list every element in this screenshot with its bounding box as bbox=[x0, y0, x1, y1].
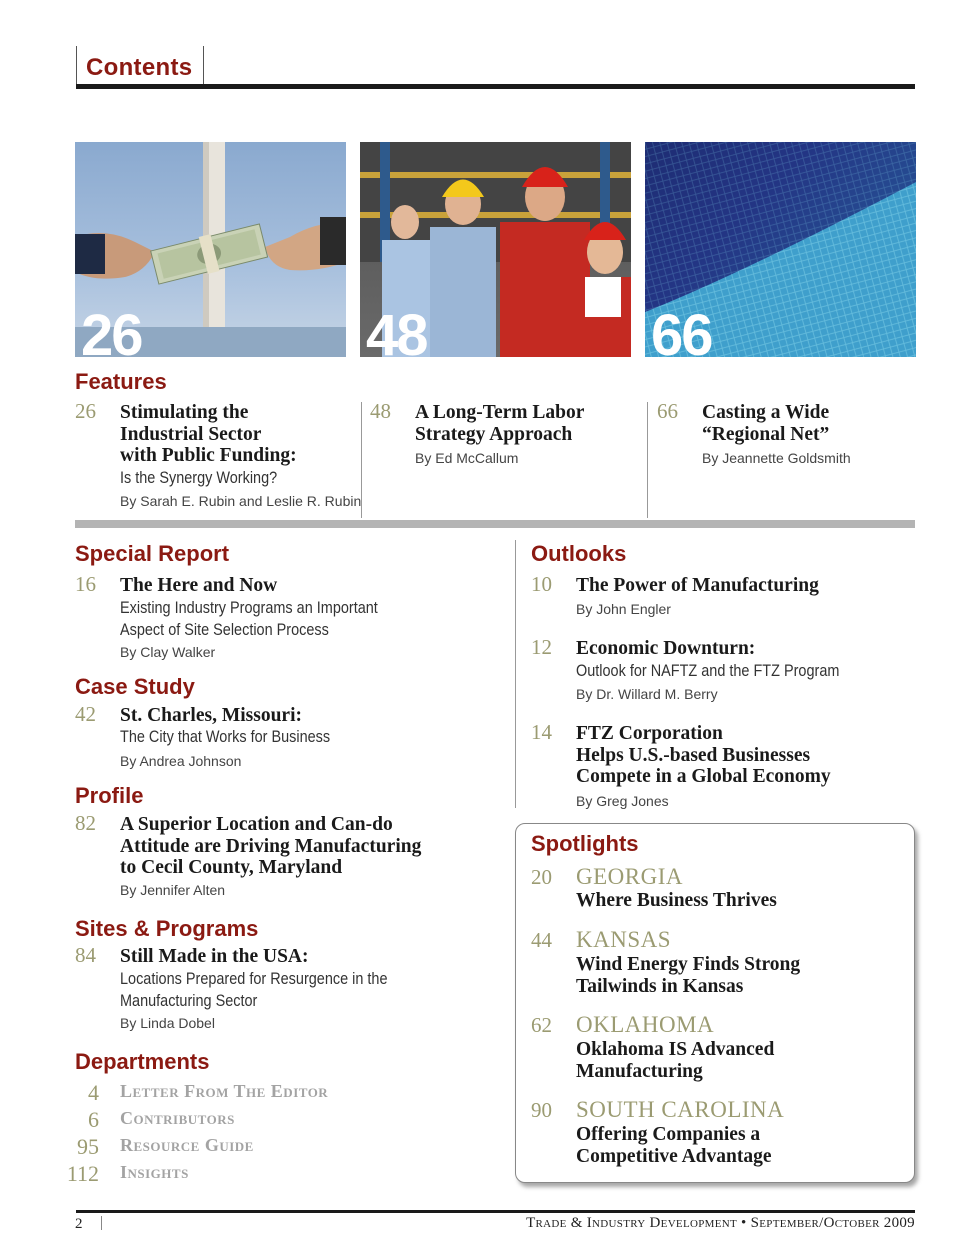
article-byline: By Andrea Johnson bbox=[120, 753, 242, 769]
section-heading-case-study: Case Study bbox=[75, 674, 195, 699]
article-subtitle: Outlook for NAFTZ and the FTZ Program bbox=[576, 661, 840, 680]
spotlight-page-number: 44 bbox=[531, 928, 552, 952]
section-heading-features: Features bbox=[75, 369, 167, 394]
header-divider-left bbox=[76, 46, 77, 88]
article-page-number: 16 bbox=[75, 572, 96, 596]
department-page-number: 6 bbox=[88, 1107, 99, 1132]
article-title[interactable]: St. Charles, Missouri: bbox=[120, 705, 302, 726]
department-item[interactable]: Insights bbox=[120, 1162, 189, 1182]
section-heading-spotlights: Spotlights bbox=[531, 831, 639, 856]
feature-photo-workers[interactable] bbox=[360, 142, 631, 357]
spotlight-state[interactable]: GEORGIA bbox=[576, 864, 683, 889]
article-page-number: 12 bbox=[531, 635, 552, 659]
article-title[interactable]: The Power of Manufacturing bbox=[576, 575, 819, 596]
article-title[interactable]: The Here and Now bbox=[120, 575, 278, 596]
spotlight-title[interactable]: Wind Energy Finds Strong Tailwinds in Kansas bbox=[576, 954, 801, 997]
feature-title[interactable]: Stimulating the Industrial Sector with Public Funding: bbox=[120, 402, 297, 466]
department-item[interactable]: Contributors bbox=[120, 1108, 235, 1128]
feature-photo-fishing-net[interactable] bbox=[645, 142, 916, 357]
feature-byline: By Sarah E. Rubin and Leslie R. Rubin bbox=[120, 493, 362, 509]
department-item[interactable]: Resource Guide bbox=[120, 1135, 254, 1155]
page-title: Contents bbox=[86, 54, 193, 81]
feature-photo-money-handoff[interactable] bbox=[75, 142, 346, 357]
department-page-number: 112 bbox=[66, 1161, 99, 1186]
section-heading-sites-programs: Sites & Programs bbox=[75, 916, 259, 941]
spotlight-page-number: 20 bbox=[531, 865, 552, 889]
column-divider bbox=[515, 540, 516, 808]
spotlight-state[interactable]: SOUTH CAROLINA bbox=[576, 1097, 785, 1122]
article-subtitle: Locations Prepared for Resurgence in the Manufacturing Sector bbox=[120, 969, 388, 1010]
features-section-rule bbox=[75, 520, 915, 528]
feature-byline: By Jeannette Goldsmith bbox=[702, 450, 851, 466]
feature-photo-page-number: 48 bbox=[366, 303, 427, 357]
article-subtitle: The City that Works for Business bbox=[120, 727, 331, 746]
footer-magazine-issue: Trade & Industry Development • September/October 2009 bbox=[526, 1215, 915, 1231]
article-title[interactable]: Still Made in the USA: bbox=[120, 946, 309, 967]
article-title[interactable]: FTZ Corporation Helps U.S.-based Businesses Compete in a Global Economy bbox=[576, 723, 831, 787]
article-title[interactable]: Economic Downturn: bbox=[576, 638, 756, 659]
spotlight-page-number: 62 bbox=[531, 1013, 552, 1037]
article-subtitle: Existing Industry Programs an Important Aspect of Site Selection Process bbox=[120, 598, 378, 639]
spotlight-title[interactable]: Offering Companies a Competitive Advantage bbox=[576, 1124, 772, 1167]
spotlight-state[interactable]: KANSAS bbox=[576, 927, 672, 952]
section-heading-departments: Departments bbox=[75, 1049, 210, 1074]
feature-title[interactable]: A Long-Term Labor Strategy Approach bbox=[415, 402, 585, 445]
article-byline: By Greg Jones bbox=[576, 793, 669, 809]
article-page-number: 82 bbox=[75, 811, 96, 835]
spotlight-title[interactable]: Oklahoma IS Advanced Manufacturing bbox=[576, 1039, 775, 1082]
column-divider bbox=[361, 402, 362, 518]
feature-photo-page-number: 26 bbox=[81, 303, 142, 357]
article-byline: By John Engler bbox=[576, 601, 671, 617]
feature-photo-page-number: 66 bbox=[651, 303, 712, 357]
article-page-number: 10 bbox=[531, 572, 552, 596]
article-byline: By Clay Walker bbox=[120, 644, 216, 660]
article-byline: By Dr. Willard M. Berry bbox=[576, 686, 718, 702]
footer-page-number: 2 bbox=[75, 1216, 83, 1232]
feature-page-number: 66 bbox=[657, 399, 678, 423]
article-page-number: 84 bbox=[75, 943, 96, 967]
column-divider bbox=[647, 402, 648, 518]
feature-subtitle: Is the Synergy Working? bbox=[120, 468, 278, 487]
article-page-number: 42 bbox=[75, 702, 96, 726]
spotlight-state[interactable]: OKLAHOMA bbox=[576, 1012, 715, 1037]
feature-page-number: 26 bbox=[75, 399, 96, 423]
spotlight-page-number: 90 bbox=[531, 1098, 552, 1122]
footer-rule bbox=[76, 1210, 915, 1213]
article-page-number: 14 bbox=[531, 720, 552, 744]
department-item[interactable]: Letter From The Editor bbox=[120, 1081, 329, 1101]
section-heading-profile: Profile bbox=[75, 783, 144, 808]
article-byline: By Jennifer Alten bbox=[120, 882, 226, 898]
section-heading-outlooks: Outlooks bbox=[531, 541, 627, 566]
feature-byline: By Ed McCallum bbox=[415, 450, 519, 466]
spotlight-title[interactable]: Where Business Thrives bbox=[576, 890, 777, 911]
article-title[interactable]: A Superior Location and Can-do Attitude are Driving Manufacturing to Cecil County, Maryland bbox=[120, 814, 422, 878]
feature-page-number: 48 bbox=[370, 399, 391, 423]
article-byline: By Linda Dobel bbox=[120, 1015, 215, 1031]
section-heading-special-report: Special Report bbox=[75, 541, 230, 566]
header-divider-right bbox=[203, 46, 204, 84]
department-page-number: 4 bbox=[88, 1080, 99, 1105]
header-rule bbox=[76, 84, 915, 89]
department-page-number: 95 bbox=[77, 1134, 99, 1159]
feature-title[interactable]: Casting a Wide “Regional Net” bbox=[702, 402, 830, 445]
footer-divider bbox=[101, 1216, 102, 1230]
